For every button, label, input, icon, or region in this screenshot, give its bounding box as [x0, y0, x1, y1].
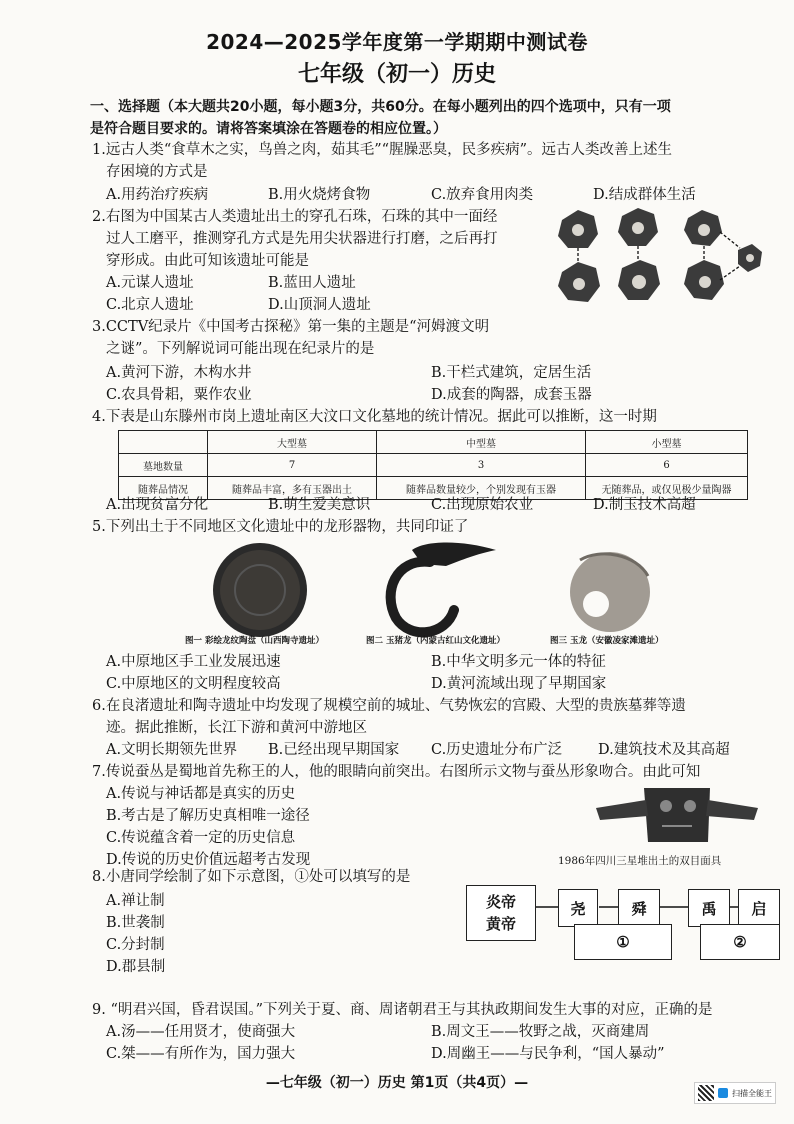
q8-option-c: C.分封制 [106, 937, 165, 953]
q5-caption-2: 图二 玉猪龙（内蒙古红山文化遗址） [366, 636, 505, 646]
q2-option-d: D.山顶洞人遗址 [268, 297, 371, 313]
q4-option-b: B.萌生爱美意识 [268, 497, 371, 513]
table-header-cell: 中型墓 [377, 431, 586, 454]
table-row [119, 454, 748, 477]
diagram-node-shun: 舜 [618, 889, 660, 927]
q5-caption-1: 图一 彩绘龙纹陶盘（山西陶寺遗址） [185, 636, 324, 646]
dragon-artifacts-image [200, 540, 700, 640]
table-cell: 3 [377, 454, 586, 477]
q6-option-a: A.文明长期领先世界 [106, 742, 238, 758]
q2-line-2: 过人工磨平，推测穿孔方式是先用尖状器进行打磨，之后再打 [106, 231, 498, 247]
table-header-cell [119, 431, 208, 454]
q7-option-a: A.传说与神话都是真实的历史 [106, 786, 296, 802]
q9-line-1: 9. “明君兴国，昏君误国。”下列关于夏、商、周诸朝君王与其执政期间发生大事的对应，正确的是 [92, 1002, 713, 1018]
table-cell: 7 [208, 454, 377, 477]
section-heading [92, 96, 772, 140]
q1-line-1: 1.远古人类“食草木之实，鸟兽之肉，茹其毛”“腥臊恶臭，民多疾病”。远古人类改善上述生 [92, 142, 672, 158]
diagram-label-yandi: 炎帝 [485, 893, 516, 911]
q2-option-b: B.蓝田人遗址 [268, 275, 356, 291]
table-header-cell: 大型墓 [208, 431, 377, 454]
q9-option-a: A.汤——任用贤才，使商强大 [106, 1024, 296, 1040]
q5-line-1: 5.下列出土于不同地区文化遗址中的龙形器物，共同印证了 [92, 519, 469, 535]
q7-option-c: C.传说蕴含着一定的历史信息 [106, 830, 296, 846]
cs-logo-icon [718, 1088, 728, 1098]
q1-line-2: 存困境的方式是 [106, 164, 208, 180]
diagram-blank-2: ② [700, 924, 780, 960]
q3-option-a: A.黄河下游，木构水井 [106, 365, 252, 381]
table-header-row [119, 431, 748, 454]
q3-option-d: D.成套的陶器，成套玉器 [431, 387, 592, 403]
q3-option-b: B.干栏式建筑，定居生活 [431, 365, 592, 381]
q3-line-1: 3.CCTV纪录片《中国考古探秘》第一集的主题是“河姆渡文明 [92, 319, 490, 335]
stone-beads-image [548, 202, 780, 310]
diagram-node-emperors [466, 885, 536, 941]
q2-line-1: 2.右图为中国某古人类遗址出土的穿孔石珠，石珠的其中一面经 [92, 209, 498, 225]
q9-option-d: D.周幽王——与民争利，“国人暴动” [431, 1046, 665, 1062]
q5-option-b: B.中华文明多元一体的特征 [431, 654, 606, 670]
q5-caption-3: 图三 玉龙（安徽凌家滩遗址） [550, 636, 664, 646]
q3-option-c: C.农具骨耜，粟作农业 [106, 387, 252, 403]
q9-option-b: B.周文王——牧野之战，灭商建周 [431, 1024, 650, 1040]
q8-option-a: A.禅让制 [106, 893, 165, 909]
q4-line-1: 4.下表是山东滕州市岗上遗址南区大汶口文化墓地的统计情况。据此可以推断，这一时期 [92, 409, 657, 425]
q7-caption: 1986年四川三星堆出土的双目面具 [558, 855, 722, 867]
q6-option-b: B.已经出现早期国家 [268, 742, 400, 758]
table-header-cell: 小型墓 [586, 431, 748, 454]
q7-option-d: D.传说的历史价值远超考古发现 [106, 852, 311, 868]
section-line-2: 是符合题目要求的。请将答案填涂在答题卷的相应位置。） [90, 121, 447, 137]
q2-option-a: A.元谋人遗址 [106, 275, 194, 291]
q6-line-1: 6.在良渚遗址和陶寺遗址中均发现了规模空前的城址、气势恢宏的宫殿、大型的贵族墓葬等遗 [92, 698, 686, 714]
diagram-node-yao: 尧 [558, 889, 598, 927]
q1-option-a: A.用药治疗疾病 [106, 187, 209, 203]
table-cell: 墓地数量 [119, 454, 208, 477]
exam-title: 2024—2025学年度第一学期期中测试卷 [206, 30, 588, 54]
q6-option-d: D.建筑技术及其高超 [598, 742, 730, 758]
q5-option-c: C.中原地区的文明程度较高 [106, 676, 281, 692]
bronze-mask-image [592, 782, 762, 848]
q1-option-c: C.放弃食用肉类 [431, 187, 534, 203]
scanner-watermark [694, 1082, 776, 1104]
q6-option-c: C.历史遗址分布广泛 [431, 742, 563, 758]
table-cell: 随葬品情况 [119, 477, 208, 500]
diagram-blank-1: ① [574, 924, 672, 960]
q8-option-b: B.世袭制 [106, 915, 165, 931]
q4-option-d: D.制玉技术高超 [593, 497, 696, 513]
q1-option-b: B.用火烧烤食物 [268, 187, 371, 203]
diagram-node-yu: 禹 [688, 889, 730, 927]
watermark-label: 扫描全能王 [732, 1088, 772, 1098]
q6-line-2: 迹。据此推断，长江下游和黄河中游地区 [106, 720, 367, 736]
q7-line-1: 7.传说蚕丛是蜀地首先称王的人，他的眼睛向前突出。右图所示文物与蚕丛形象吻合。由此可知 [92, 764, 701, 780]
q1-option-d: D.结成群体生活 [593, 187, 696, 203]
q4-option-c: C.出现原始农业 [431, 497, 534, 513]
table-cell: 6 [586, 454, 748, 477]
qr-code-icon [698, 1085, 714, 1101]
diagram-node-qi: 启 [738, 889, 780, 927]
table-cell: 随葬品数量较少，个别发现有玉器 [377, 477, 586, 500]
q2-option-c: C.北京人遗址 [106, 297, 194, 313]
q9-option-c: C.桀——有所作为，国力强大 [106, 1046, 296, 1062]
q4-option-a: A.出现贫富分化 [106, 497, 209, 513]
page-footer: —七年级（初一）历史 第1页（共4页）— [265, 1075, 529, 1091]
q7-option-b: B.考古是了解历史真相唯一途径 [106, 808, 310, 824]
table-cell: 随葬品丰富，多有玉器出土 [208, 477, 377, 500]
q2-line-3: 穿形成。由此可知该遗址可能是 [106, 253, 309, 269]
section-line-1: 一、选择题（本大题共20小题，每小题3分，共60分。在每小题列出的四个选项中，只有一项 [90, 99, 671, 115]
diagram-label-huangdi: 黄帝 [485, 915, 516, 933]
q8-line-1: 8.小唐同学绘制了如下示意图，①处可以填写的是 [92, 869, 411, 885]
q5-option-a: A.中原地区手工业发展迅速 [106, 654, 281, 670]
q3-line-2: 之谜”。下列解说词可能出现在纪录片的是 [106, 341, 375, 357]
table-cell: 无随葬品，或仅见极少量陶器 [586, 477, 748, 500]
q5-option-d: D.黄河流域出现了早期国家 [431, 676, 607, 692]
q8-option-d: D.郡县制 [106, 959, 166, 975]
exam-subtitle: 七年级（初一）历史 [297, 62, 496, 87]
tomb-statistics-table [118, 430, 748, 500]
